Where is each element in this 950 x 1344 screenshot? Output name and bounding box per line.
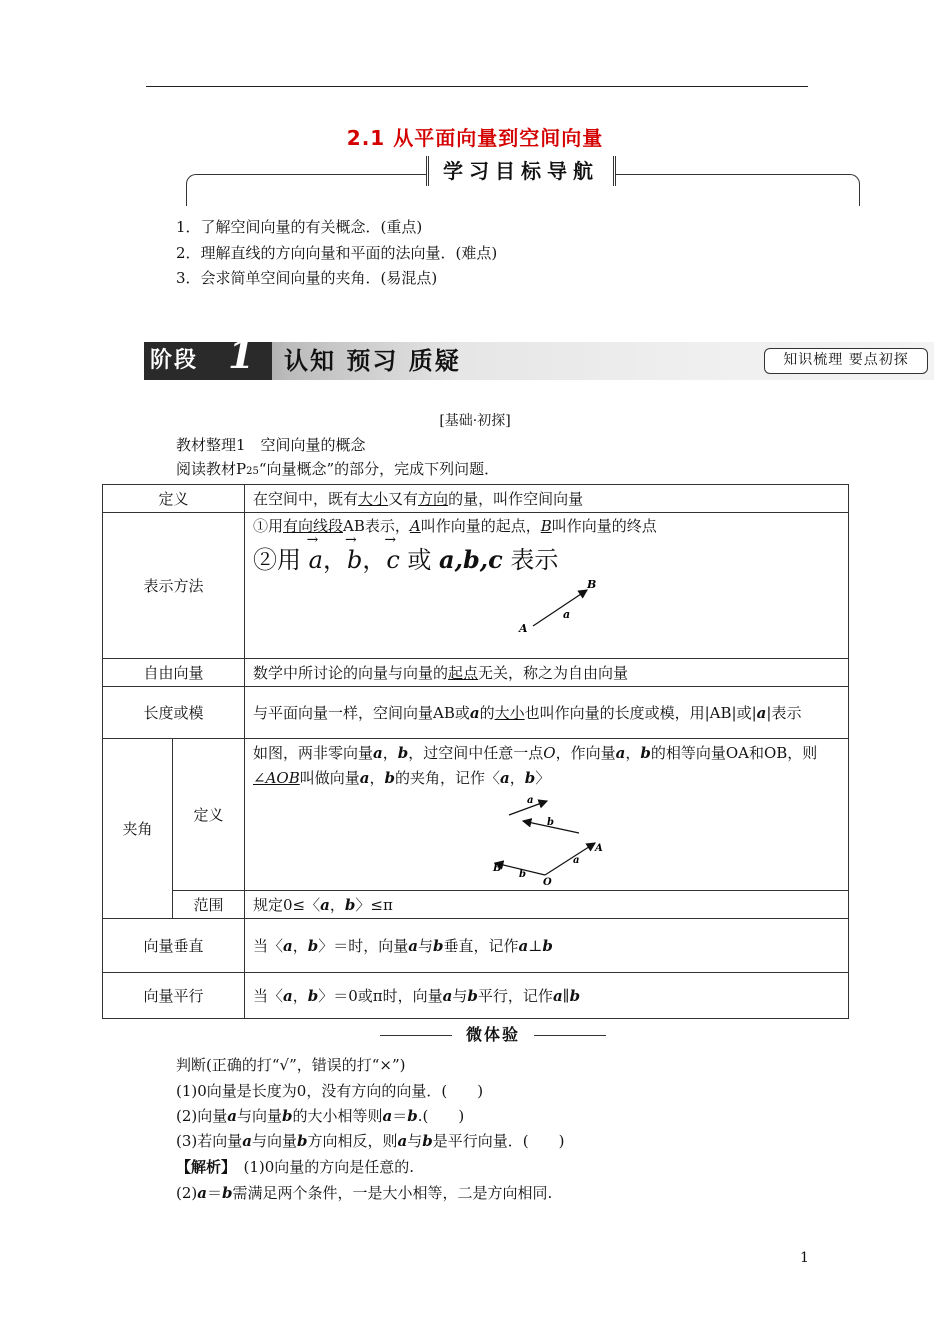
vector-oa-label: a — [573, 855, 580, 866]
row-header: 向量垂直 — [103, 919, 245, 973]
vector-ab-figure — [511, 578, 631, 634]
row-content: 当〈a，b〉＝0或π时，向量a与b平行，记作a∥b — [245, 973, 849, 1019]
table-row — [103, 659, 849, 687]
row-header: 自由向量 — [103, 659, 245, 687]
stage-number: 1 — [228, 332, 257, 377]
row-content: 在空间中，既有大小又有方向的量，叫作空间向量 — [245, 485, 849, 513]
row-header: 定义 — [103, 485, 245, 513]
point-b-label: B — [493, 863, 502, 874]
stage-prefix: 阶段 — [150, 348, 199, 373]
answer-1: 【解析】 (1)0向量的方向是任意的. — [176, 1158, 415, 1176]
sub-header: 范围 — [173, 891, 245, 919]
point-a-label: A — [595, 843, 603, 854]
answer-label: 【解析】 — [176, 1158, 229, 1176]
point-a-label: A — [519, 622, 528, 635]
table-row — [103, 485, 849, 513]
mini-experience-heading — [380, 1024, 606, 1046]
table-row — [103, 919, 849, 973]
stage-label — [144, 332, 272, 380]
stage-tag: 知识梳理 要点初探 — [764, 348, 928, 374]
page-title: 2.1 从平面向量到空间向量 — [346, 126, 604, 150]
angle-figure — [493, 791, 623, 888]
judge-instruction: 判断(正确的打“√”，错误的打“×”) — [176, 1056, 406, 1074]
answer-2: (2)a＝b需满足两个条件，一是大小相等，二是方向相同. — [176, 1184, 553, 1202]
vector-oa-arrow — [545, 843, 595, 875]
question-1: (1)0向量是长度为0，没有方向的向量．( ) — [176, 1082, 484, 1100]
row-content: 数学中所讨论的向量与向量的起点无关，称之为自由向量 — [245, 659, 849, 687]
stage-title: 认知 预习 质疑 — [284, 346, 461, 375]
row-content: 如图，两非零向量a，b，过空间中任意一点O，作向量a，b的相等向量OA和OB，则∠AOB叫做向量a，b的夹角，记作〈a，b〉 a b A B b O a — [245, 739, 849, 891]
header-rule — [146, 86, 808, 87]
goal-item: 1．了解空间向量的有关概念．(重点) — [176, 218, 423, 236]
reading-instruction: 阅读教材P25“向量概念”的部分，完成下列问题． — [176, 460, 500, 478]
vector-a-label: a — [527, 795, 534, 806]
table-row — [103, 973, 849, 1019]
row-content: ①用有向线段AB表示，A叫作向量的起点，B叫作向量的终点 ②用 → a，→ b，→ c 或 a,b,c 表示 A B a — [245, 513, 849, 659]
section-label: [基础·初探] — [439, 413, 511, 429]
nav-title: 学习目标导航 — [426, 156, 616, 186]
vector-b-label: b — [547, 817, 554, 828]
mini-experience-title: 微体验 — [465, 1025, 520, 1044]
row-content: 当〈a，b〉＝时，向量a与b垂直，记作a⊥b — [245, 919, 849, 973]
goal-item: 2．理解直线的方向向量和平面的法向量．(难点) — [176, 244, 498, 262]
row-header: 长度或模 — [103, 687, 245, 739]
table-row — [103, 739, 849, 891]
sub-header: 定义 — [173, 739, 245, 891]
vector-notation: ②用 → a，→ b，→ c 或 a,b,c 表示 — [253, 542, 840, 578]
question-2: (2)向量a与向量b的大小相等则a＝b.( ) — [176, 1107, 465, 1125]
question-3: (3)若向量a与向量b方向相反，则a与b是平行向量．( ) — [176, 1132, 565, 1150]
table-row — [103, 513, 849, 659]
row-header: 向量平行 — [103, 973, 245, 1019]
table-row — [103, 891, 849, 919]
material-title: 教材整理1 空间向量的概念 — [176, 436, 366, 454]
vector-a-label: a — [563, 608, 571, 621]
row-content: 与平面向量一样，空间向量AB或a的大小也叫作向量的长度或模，用|AB|或|a|表示 — [245, 687, 849, 739]
point-o-label: O — [543, 877, 552, 888]
vector-arrow — [533, 590, 587, 626]
concept-table — [102, 484, 849, 1019]
vector-ob-label: b — [519, 869, 526, 880]
table-row — [103, 687, 849, 739]
row-header: 表示方法 — [103, 513, 245, 659]
page-number: 1 — [800, 1250, 809, 1266]
point-b-label: B — [587, 578, 597, 591]
row-header: 夹角 — [103, 739, 173, 919]
row-content: 规定0≤〈a，b〉≤π — [245, 891, 849, 919]
goal-item: 3．会求简单空间向量的夹角．(易混点) — [176, 269, 438, 287]
